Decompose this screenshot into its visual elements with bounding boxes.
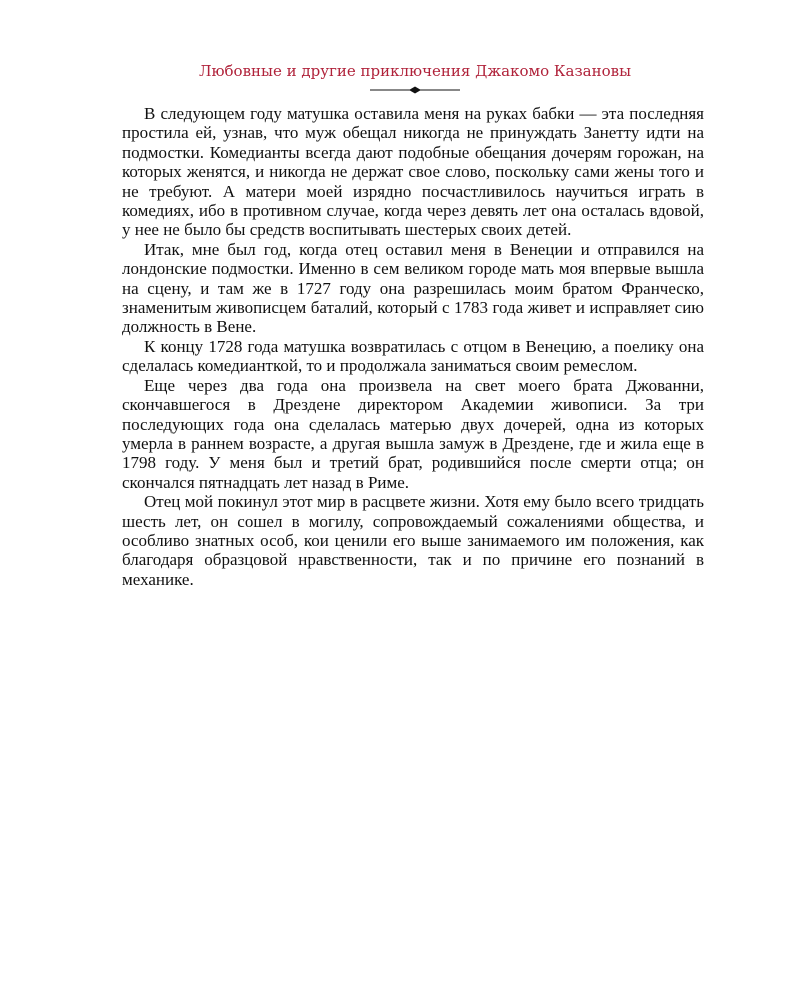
running-header: Любовные и другие приключения Джакомо Казановы: [198, 62, 632, 80]
paragraph: Отец мой покинул этот мир в расцвете жизни. Хотя ему было всего тридцать шесть лет, он сошел в могилу, сопровождаемый сожалениями общества, и особливо знатных особ, кои ценили его выше занимаемого им положения, как благодаря образцовой нравственности, так и по причине его познаний в механике.: [122, 492, 704, 589]
header-ornament-rule: [370, 84, 460, 96]
body-text: [122, 104, 704, 589]
paragraph: В следующем году матушка оставила меня на руках бабки — эта последняя простила ей, узнав, что муж обещал никогда не принуждать Занетту идти на подмостки. Комедианты всегда дают подобные обещания дочерям горожан, на которых женятся, и никогда не держат свое слово, поскольку сами жены того и не требуют. А матери моей изрядно посчастливилось научиться играть в комедиях, ибо в противном случае, когда через девять лет она осталась вдовой, у нее не было бы средств воспитывать шестерых своих детей.: [122, 104, 704, 240]
paragraph: Итак, мне был год, когда отец оставил меня в Венеции и отправился на лондонские подмостки. Именно в сем великом городе мать моя впервые вышла на сцену, и там же в 1727 году она разрешилась моим братом Франческо, знаменитым живописцем баталий, который с 1783 года живет и исправляет сию должность в Вене.: [122, 239, 704, 337]
paragraph: К концу 1728 года матушка возвратилась с отцом в Венецию, а поелику она сделалась комедианткой, то и продолжала заниматься своим ремеслом.: [122, 336, 704, 376]
paragraph: Еще через два года она произвела на свет моего брата Джованни, скончавшегося в Дрездене директором Академии живописи. За три последующих года она сделалась матерью двух дочерей, одна из которых умерла в раннем возрасте, а другая вышла замуж в Дрездене, где и жила еще в 1798 году. У меня был и третий брат, родившийся после смерти отца; он скончался пятнадцать лет назад в Риме.: [122, 375, 704, 492]
